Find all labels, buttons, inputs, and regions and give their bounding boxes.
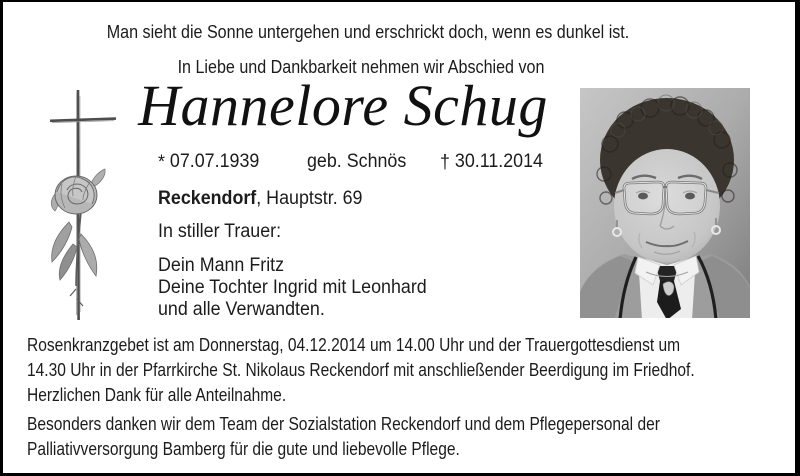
thanks-line: Besonders danken wir dem Team der Sozialstation Reckendorf und dem Pflegepersonal der <box>27 413 660 434</box>
residence-place: Reckendorf <box>158 188 257 209</box>
obituary-sheet <box>3 2 795 473</box>
mourners-list <box>158 255 427 321</box>
thanks-line: Palliativversorgung Bamberg für die gute und liebevolle Pflege. <box>27 438 460 459</box>
birth-date: 07.07.1939 <box>169 151 260 172</box>
epigraph-line: Man sieht die Sonne untergehen und erschrickt doch, wenn es dunkel ist. <box>106 21 630 42</box>
intro-line: In Liebe und Dankbarkeit nehmen wir Abschied von <box>177 56 545 77</box>
mourner-line: Dein Mann Fritz <box>158 255 285 276</box>
mourning-label: In stiller Trauer: <box>158 221 282 242</box>
residence-street: , Hauptstr. 69 <box>256 188 363 209</box>
announcement-line: Herzlichen Dank für alle Anteilnahme. <box>27 384 287 405</box>
announcement-line: 14.30 Uhr in der Pfarrkirche St. Nikolaus Reckendorf mit anschließender Beerdigung im Friedhof. <box>27 359 695 380</box>
thanks-paragraph <box>27 411 660 461</box>
death-cross-icon: † <box>440 152 450 173</box>
announcement-line: Rosenkranzgebet ist am Donnerstag, 04.12.2014 um 14.00 Uhr und der Trauergottesdienst um <box>27 334 681 355</box>
maiden-name: geb. Schnös <box>307 151 407 172</box>
death-date: 30.11.2014 <box>454 151 543 172</box>
mourner-line: Deine Tochter Ingrid mit Leonhard <box>158 277 427 298</box>
portrait-photo <box>580 88 750 318</box>
birth-date-row <box>158 151 259 173</box>
deceased-name: Hannelore Schug <box>138 73 548 138</box>
death-date-row <box>440 151 543 173</box>
mourner-line: und alle Verwandten. <box>158 299 325 320</box>
residence-line <box>158 188 362 210</box>
birth-star-icon: * <box>158 152 165 173</box>
service-announcement <box>27 332 695 407</box>
